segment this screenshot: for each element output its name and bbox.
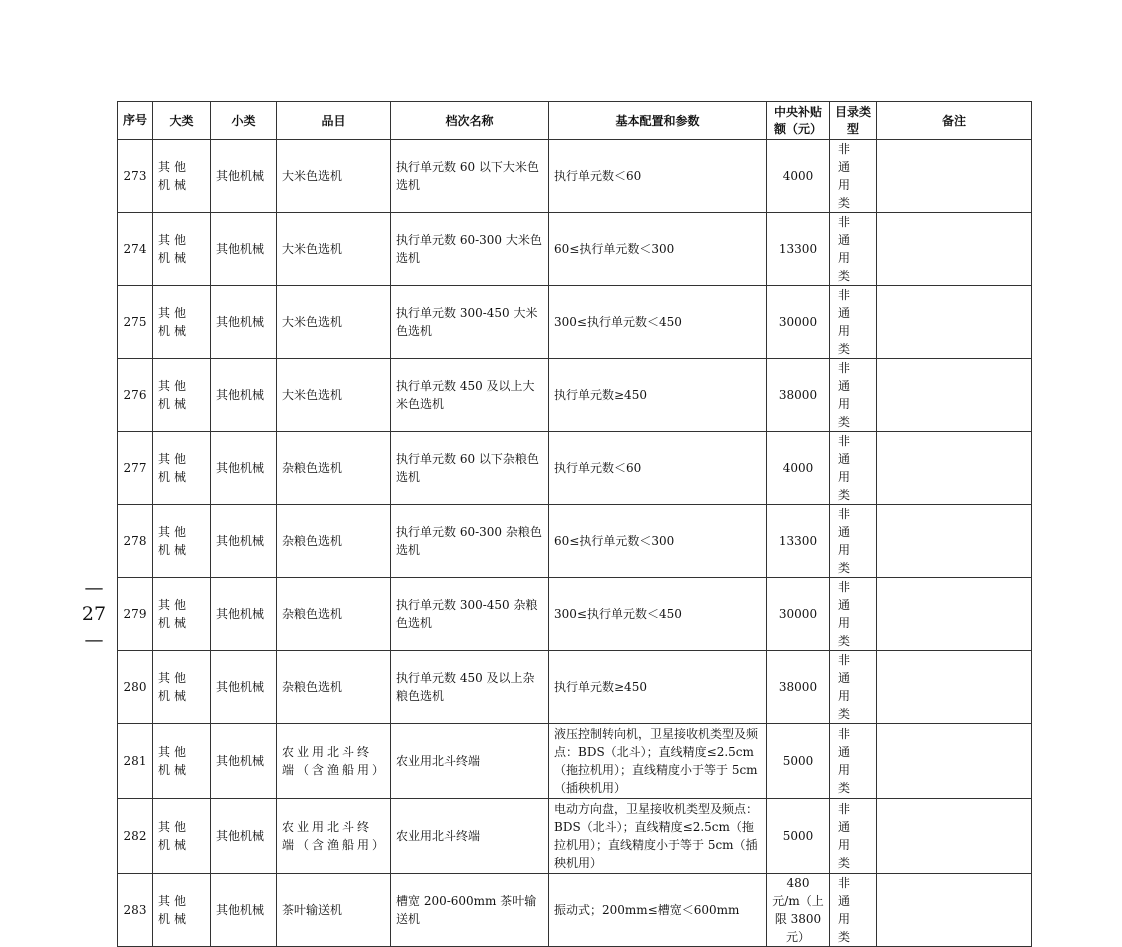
cell-subsidy: 38000	[767, 359, 830, 432]
cell-category: 其他机械	[153, 432, 211, 505]
page-number	[78, 575, 110, 653]
cell-config: 执行单元数＜60	[549, 140, 767, 213]
cell-subsidy: 4000	[767, 140, 830, 213]
cell-subcategory: 其他机械	[211, 578, 277, 651]
cell-config: 300≤执行单元数＜450	[549, 286, 767, 359]
cell-no: 280	[118, 651, 153, 724]
table-row	[118, 140, 1032, 213]
cell-type: 非通用类	[830, 359, 877, 432]
cell-subcategory: 其他机械	[211, 286, 277, 359]
cell-category: 其他机械	[153, 874, 211, 947]
cell-grade: 农业用北斗终端	[391, 724, 549, 799]
cell-subcategory: 其他机械	[211, 651, 277, 724]
header-config: 基本配置和参数	[549, 102, 767, 140]
cell-type: 非通用类	[830, 286, 877, 359]
cell-subsidy: 13300	[767, 505, 830, 578]
cell-category: 其他机械	[153, 505, 211, 578]
cell-item: 杂粮色选机	[277, 651, 391, 724]
cell-no: 281	[118, 724, 153, 799]
cell-subsidy: 13300	[767, 213, 830, 286]
table-row	[118, 578, 1032, 651]
cell-item: 杂粮色选机	[277, 578, 391, 651]
cell-no: 278	[118, 505, 153, 578]
table-header-row	[118, 102, 1032, 140]
cell-item: 农业用北斗终端（含渔船用）	[277, 799, 391, 874]
cell-item: 农业用北斗终端（含渔船用）	[277, 724, 391, 799]
cell-type: 非通用类	[830, 213, 877, 286]
table-row	[118, 874, 1032, 947]
cell-grade: 执行单元数 60-300 大米色选机	[391, 213, 549, 286]
cell-item: 杂粮色选机	[277, 505, 391, 578]
cell-grade: 执行单元数 60 以下杂粮色选机	[391, 432, 549, 505]
table-row	[118, 799, 1032, 874]
table-row	[118, 724, 1032, 799]
cell-grade: 槽宽 200-600mm 茶叶输送机	[391, 874, 549, 947]
header-item: 品目	[277, 102, 391, 140]
cell-subcategory: 其他机械	[211, 140, 277, 213]
cell-config: 电动方向盘，卫星接收机类型及频点：BDS（北斗）；直线精度≤2.5cm（拖拉机用）；直线精度小于等于 5cm（插秧机用）	[549, 799, 767, 874]
cell-grade: 执行单元数 300-450 大米色选机	[391, 286, 549, 359]
cell-item: 大米色选机	[277, 140, 391, 213]
table-row	[118, 505, 1032, 578]
cell-note	[877, 432, 1032, 505]
cell-no: 283	[118, 874, 153, 947]
cell-item: 大米色选机	[277, 359, 391, 432]
cell-no: 282	[118, 799, 153, 874]
cell-config: 振动式；200mm≤槽宽＜600mm	[549, 874, 767, 947]
cell-category: 其他机械	[153, 578, 211, 651]
cell-item: 杂粮色选机	[277, 432, 391, 505]
cell-type: 非通用类	[830, 724, 877, 799]
cell-subcategory: 其他机械	[211, 799, 277, 874]
cell-config: 60≤执行单元数＜300	[549, 505, 767, 578]
cell-category: 其他机械	[153, 799, 211, 874]
cell-category: 其他机械	[153, 359, 211, 432]
cell-category: 其他机械	[153, 651, 211, 724]
cell-config: 60≤执行单元数＜300	[549, 213, 767, 286]
cell-note	[877, 724, 1032, 799]
cell-note	[877, 799, 1032, 874]
cell-no: 275	[118, 286, 153, 359]
table-row	[118, 359, 1032, 432]
cell-subcategory: 其他机械	[211, 874, 277, 947]
cell-config: 液压控制转向机，卫星接收机类型及频点：BDS（北斗）；直线精度≤2.5cm（拖拉机用）；直线精度小于等于 5cm（插秧机用）	[549, 724, 767, 799]
header-seq: 序号	[118, 102, 153, 140]
cell-subcategory: 其他机械	[211, 359, 277, 432]
cell-note	[877, 505, 1032, 578]
cell-subcategory: 其他机械	[211, 724, 277, 799]
page-number-value: 27	[81, 603, 107, 625]
cell-subcategory: 其他机械	[211, 505, 277, 578]
cell-grade: 执行单元数 450 及以上大米色选机	[391, 359, 549, 432]
cell-item: 大米色选机	[277, 286, 391, 359]
cell-subsidy: 5000	[767, 724, 830, 799]
cell-note	[877, 286, 1032, 359]
cell-note	[877, 578, 1032, 651]
table-row	[118, 286, 1032, 359]
cell-grade: 执行单元数 60-300 杂粮色选机	[391, 505, 549, 578]
header-note: 备注	[877, 102, 1032, 140]
cell-subcategory: 其他机械	[211, 213, 277, 286]
cell-no: 277	[118, 432, 153, 505]
cell-type: 非通用类	[830, 578, 877, 651]
cell-no: 273	[118, 140, 153, 213]
table-row	[118, 432, 1032, 505]
cell-category: 其他机械	[153, 213, 211, 286]
cell-item: 大米色选机	[277, 213, 391, 286]
cell-grade: 执行单元数 450 及以上杂粮色选机	[391, 651, 549, 724]
cell-subcategory: 其他机械	[211, 432, 277, 505]
cell-type: 非通用类	[830, 140, 877, 213]
header-category: 大类	[153, 102, 211, 140]
table-row	[118, 651, 1032, 724]
cell-item: 茶叶输送机	[277, 874, 391, 947]
cell-type: 非通用类	[830, 651, 877, 724]
cell-no: 279	[118, 578, 153, 651]
cell-category: 其他机械	[153, 724, 211, 799]
cell-note	[877, 874, 1032, 947]
cell-category: 其他机械	[153, 286, 211, 359]
cell-note	[877, 140, 1032, 213]
cell-note	[877, 359, 1032, 432]
cell-grade: 执行单元数 60 以下大米色选机	[391, 140, 549, 213]
cell-note	[877, 651, 1032, 724]
page-number-dash-bottom: —	[84, 629, 104, 651]
cell-type: 非通用类	[830, 505, 877, 578]
cell-config: 300≤执行单元数＜450	[549, 578, 767, 651]
cell-category: 其他机械	[153, 140, 211, 213]
cell-config: 执行单元数＜60	[549, 432, 767, 505]
page-number-dash-top: —	[84, 577, 104, 599]
cell-note	[877, 213, 1032, 286]
cell-subsidy: 30000	[767, 578, 830, 651]
cell-type: 非通用类	[830, 432, 877, 505]
cell-subsidy: 480 元/m（上限 3800 元）	[767, 874, 830, 947]
cell-subsidy: 5000	[767, 799, 830, 874]
table-row	[118, 213, 1032, 286]
cell-grade: 执行单元数 300-450 杂粮色选机	[391, 578, 549, 651]
cell-no: 276	[118, 359, 153, 432]
cell-config: 执行单元数≥450	[549, 359, 767, 432]
header-type: 目录类型	[830, 102, 877, 140]
header-subcategory: 小类	[211, 102, 277, 140]
cell-subsidy: 30000	[767, 286, 830, 359]
cell-subsidy: 4000	[767, 432, 830, 505]
cell-no: 274	[118, 213, 153, 286]
cell-type: 非通用类	[830, 874, 877, 947]
cell-subsidy: 38000	[767, 651, 830, 724]
header-grade: 档次名称	[391, 102, 549, 140]
cell-config: 执行单元数≥450	[549, 651, 767, 724]
cell-grade: 农业用北斗终端	[391, 799, 549, 874]
subsidy-catalog-table	[117, 101, 1032, 947]
cell-type: 非通用类	[830, 799, 877, 874]
header-subsidy: 中央补贴额（元）	[767, 102, 830, 140]
